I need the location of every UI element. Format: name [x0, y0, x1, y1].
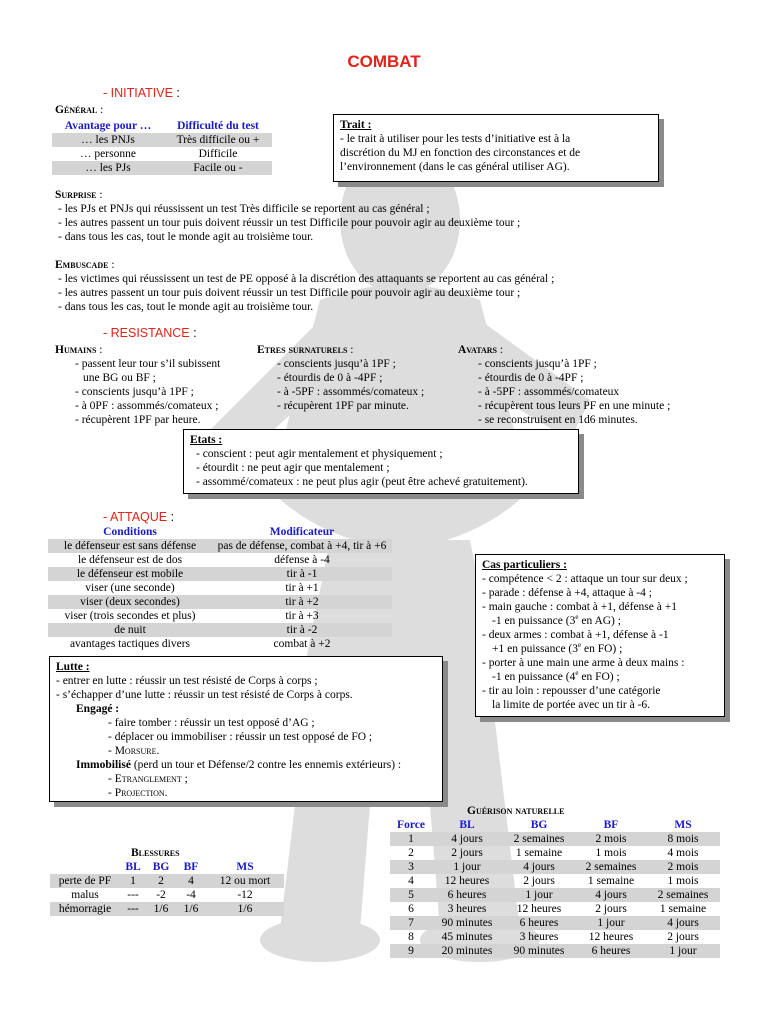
cas-line: - main gauche : combat à +1, défense à +1 [482, 601, 677, 613]
cas-line: - compétence < 2 : attaque un tour sur deux ; [482, 573, 688, 585]
avatars-line: - conscients jusqu’à 1PF ; [478, 358, 597, 370]
avatars-line: - récupèrent tous leurs PF en une minute ; [478, 400, 671, 412]
table-row: 4 12 heures 2 jours 1 semaine 1 mois [408, 875, 699, 887]
etres-line: - conscients jusqu’à 1PF ; [277, 358, 396, 370]
table-row: … les PJs Facile ou - [52, 161, 272, 175]
embuscade-line: - les victimes qui réussissent un test de PE opposé à la discrétion des attaquants se reportent au cas général ; [58, 273, 555, 285]
guerison-table [390, 818, 720, 958]
guerison-header-force: Force [397, 819, 425, 831]
surprise-section [55, 188, 520, 244]
blessures-table [50, 860, 284, 916]
surprise-line: - les autres passent un tour puis doivent réussir un test Difficile pour pouvoir agir au deuxième tour ; [58, 217, 521, 229]
guerison-header-ms: MS [674, 819, 692, 831]
table-row: 9 20 minutes 90 minutes 6 heures 1 jour [390, 944, 720, 958]
cas-line: - tir au loin : repousser d’une catégorie [482, 685, 661, 697]
cas-line: la limite de portée avec un tir à -6. [492, 699, 651, 711]
humains-line: - conscients jusqu’à 1PF ; [75, 386, 194, 398]
page-title: COMBAT [347, 52, 421, 71]
humains-line: - récupèrent 1PF par heure. [75, 414, 201, 426]
initiative-header-difficulty: Difficulté du test [177, 120, 259, 132]
engage-line: - Morsure. [108, 745, 160, 757]
table-row: le défenseur est mobile tir à -1 [48, 567, 392, 581]
embuscade-section [55, 258, 554, 314]
table-row: hémorragie --- 1/6 1/6 1/6 [50, 902, 284, 916]
etats-title: Etats : [190, 434, 223, 446]
cas-line: +1 en puissance (3e en FO) ; [492, 641, 623, 655]
guerison-header-bg: BG [530, 819, 548, 831]
humains-line: une BG ou BF ; [83, 372, 156, 384]
blessures-header-bf: BF [183, 861, 199, 873]
immobilise-item: - Projection. [108, 787, 168, 799]
table-row: viser (trois secondes et plus) tir à +3 [64, 610, 319, 622]
table-row: 8 45 minutes 3 heures 12 heures 2 jours [408, 931, 699, 943]
blessures-header-bg: BG [152, 861, 170, 873]
blessures-header-ms: MS [236, 861, 254, 873]
etres-line: - étourdis de 0 à -4PF ; [277, 372, 383, 384]
cas-line: -1 en puissance (3e en AG) ; [492, 613, 621, 627]
initiative-heading: - INITIATIVE : [103, 86, 180, 100]
table-row: 3 1 jour 4 jours 2 semaines 2 mois [390, 860, 720, 874]
trait-box [333, 114, 659, 182]
lutte-title: Lutte : [56, 661, 90, 673]
initiative-header-advantage: Avantage pour … [64, 120, 152, 132]
etats-box [183, 429, 579, 494]
table-row: le défenseur est sans défense pas de défense, combat à +4, tir à +6 [48, 539, 392, 553]
etres-line: - récupèrent 1PF par minute. [277, 400, 409, 412]
initiative-table [52, 119, 272, 175]
embuscade-line: - les autres passent un tour puis doivent réussir un test Difficile pour pouvoir agir au deuxième tour ; [58, 287, 521, 299]
table-row: … personne Difficile [80, 148, 238, 160]
engage-line: - déplacer ou immobiliser : réussir un test opposé de FO ; [108, 731, 373, 743]
trait-line: l’environnement (dans le cas général utiliser AG). [340, 161, 570, 173]
etats-line: - conscient : peut agir mentalement et physiquement ; [196, 448, 443, 460]
cas-particuliers-box [475, 554, 725, 717]
cas-line: -1 en puissance (4e en FO) ; [492, 669, 620, 683]
avatars-line: - à -5PF : assommés/comateux [478, 386, 620, 398]
table-row: malus --- -2 -4 -12 [71, 889, 253, 901]
table-row: viser (deux secondes) tir à +2 [48, 595, 392, 609]
guerison-header-bf: BF [603, 819, 619, 831]
lutte-line: - entrer en lutte : réussir un test résisté de Corps à corps ; [56, 675, 318, 687]
resistance-avatars [458, 343, 670, 427]
immobilise-line: Immobilisé (perd un tour et Défense/2 contre les ennemis extérieurs) : [76, 759, 402, 771]
resistance-etres [257, 343, 424, 413]
cas-title: Cas particuliers : [482, 559, 567, 571]
table-row: le défenseur est de dos défense à -4 [77, 554, 330, 566]
table-row: … les PNJs Très difficile ou + [52, 133, 272, 147]
attaque-header-conditions: Conditions [103, 526, 157, 538]
table-row: 1 4 jours 2 semaines 2 mois 8 mois [390, 832, 720, 846]
immobilise-item: - Etranglement ; [108, 773, 188, 785]
lutte-line: - s’échapper d’une lutte : réussir un test résisté de Corps à corps. [56, 689, 353, 701]
table-row: 2 2 jours 1 semaine 1 mois 4 mois [408, 847, 699, 859]
trait-line: - le trait à utiliser pour les tests d’initiative est à la [340, 133, 571, 145]
attaque-table [48, 525, 392, 651]
humains-line: - à 0PF : assommés/comateux ; [75, 400, 219, 412]
surprise-line: - les PJs et PNJs qui réussissent un test Très difficile se reportent au cas général ; [58, 203, 430, 215]
guerison-title: Guérison naturelle [467, 805, 565, 817]
lutte-box [49, 656, 443, 802]
humains-line: - passent leur tour s’il subissent [75, 358, 221, 370]
table-row: viser (une seconde) tir à +1 [85, 582, 319, 594]
table-row: de nuit tir à -2 [48, 623, 392, 637]
etats-line: - assommé/comateux : ne peut plus agir (peut être achevé gratuitement). [196, 476, 528, 488]
guerison-header-bl: BL [459, 819, 475, 831]
table-row: 5 6 heures 1 jour 4 jours 2 semaines [390, 888, 720, 902]
etres-label: Etres surnaturels : [257, 344, 354, 356]
etres-line: - à -5PF : assommés/comateux ; [277, 386, 425, 398]
humains-label: Humains : [55, 344, 103, 356]
avatars-line: - étourdis de 0 à -4PF ; [478, 372, 584, 384]
attaque-heading: - ATTAQUE : [103, 510, 175, 524]
embuscade-label: Embuscade : [55, 259, 115, 271]
cas-line: - parade : défense à +4, attaque à -4 ; [482, 587, 652, 599]
engage-label: Engagé : [76, 703, 120, 715]
table-row: 6 3 heures 12 heures 2 jours 1 semaine [408, 903, 707, 915]
avatars-label: Avatars : [458, 344, 504, 356]
cas-line: - deux armes : combat à +1, défense à -1 [482, 629, 669, 641]
table-row: 7 90 minutes 6 heures 1 jour 4 jours [390, 916, 720, 930]
cas-line: - porter à une main une arme à deux mains : [482, 657, 685, 669]
trait-line: discrétion du MJ en fonction des circonstances et de [340, 147, 581, 159]
etats-line: - étourdit : ne peut agir que mentalement ; [196, 462, 390, 474]
trait-title: Trait : [340, 119, 372, 131]
embuscade-line: - dans tous les cas, tout le monde agit au troisième tour. [58, 301, 314, 313]
surprise-label: Surprise : [55, 189, 103, 201]
general-label: Général : [55, 104, 104, 116]
resistance-heading: - RESISTANCE : [103, 326, 197, 340]
attaque-header-modificateur: Modificateur [269, 526, 335, 538]
avatars-line: - se reconstruisent en 1d6 minutes. [478, 414, 638, 426]
table-row: avantages tactiques divers combat à +2 [69, 638, 331, 650]
surprise-line: - dans tous les cas, tout le monde agit au troisième tour. [58, 231, 314, 243]
blessures-title: Blessures [131, 847, 180, 859]
blessures-header-bl: BL [125, 861, 141, 873]
resistance-humains [55, 343, 220, 427]
engage-line: - faire tomber : réussir un test opposé d’AG ; [108, 717, 315, 729]
table-row: perte de PF 1 2 4 12 ou mort [50, 874, 284, 888]
